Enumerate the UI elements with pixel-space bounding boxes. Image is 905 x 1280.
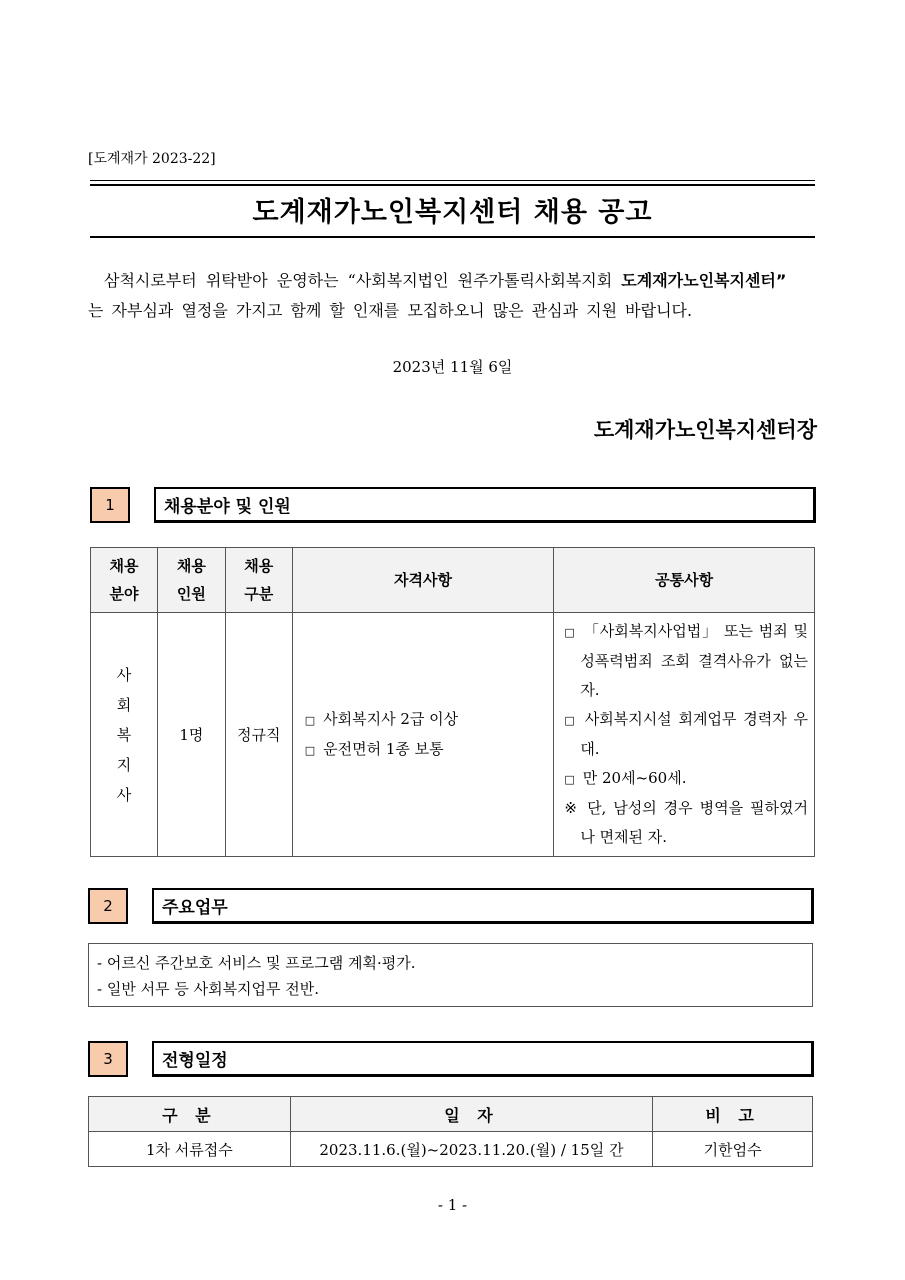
duty-item: - 일반 서무 등 사회복지업무 전반. — [97, 980, 320, 998]
duties-box — [88, 943, 813, 1007]
square-bullet-icon: □ — [304, 743, 316, 757]
cell-date: 2023.11.6.(월)~2023.11.20.(월) / 15일 간 — [290, 1132, 653, 1167]
cell-field: 사 회 복 지 사 — [91, 613, 158, 857]
header-field: 채용 분야 — [91, 548, 158, 613]
header-type: 채용 구분 — [225, 548, 292, 613]
square-bullet-icon: □ — [304, 713, 316, 727]
common-item-note: ※ 단, 남성의 경우 병역을 필하였거나 면제된 자. — [564, 799, 808, 846]
header-stage: 구 분 — [89, 1097, 291, 1132]
common-item: □ 「사회복지사업법」 또는 범죄 및 성폭력범죄 조회 결격사유가 없는 자. — [564, 622, 809, 699]
section-3-number: 3 — [88, 1041, 128, 1077]
section-3-title: 전형일정 — [152, 1041, 814, 1077]
header-count: 채용 인원 — [157, 548, 225, 613]
cell-stage: 1차 서류접수 — [89, 1132, 291, 1167]
table-row — [89, 1132, 813, 1167]
common-item: □ 사회복지시설 회계업무 경력자 우대. — [564, 710, 808, 758]
header-common: 공통사항 — [554, 548, 815, 613]
cell-qualifications — [292, 613, 554, 857]
page-title: 도계재가노인복지센터 채용 공고 — [252, 197, 653, 228]
section-2-number: 2 — [88, 888, 128, 924]
section-1-title: 채용분야 및 인원 — [154, 487, 816, 523]
cell-common-requirements — [554, 613, 815, 857]
page-number: - 1 - — [437, 1196, 468, 1214]
qualification-item: □ 사회복지사 2급 이상 — [304, 709, 459, 728]
cell-count: 1명 — [157, 613, 225, 857]
common-item: □ 만 20세~60세. — [564, 769, 687, 787]
intro-paragraph — [88, 266, 818, 326]
signer: 도계재가노인복지센터장 — [593, 418, 817, 442]
header-qualification: 자격사항 — [292, 548, 554, 613]
title-bottom-rule — [90, 236, 815, 238]
cell-type: 정규직 — [225, 613, 292, 857]
header-date: 일 자 — [290, 1097, 653, 1132]
intro-center-name: 도계재가노인복지센터” — [621, 271, 787, 290]
duty-item: - 어르신 주간보호 서비스 및 프로그램 계획·평가. — [97, 954, 416, 972]
cell-note: 기한엄수 — [653, 1132, 813, 1167]
intro-text-2: 는 자부심과 열정을 가지고 함께 할 인재를 모집하오니 많은 관심과 지원 바랍니다. — [88, 301, 693, 320]
table-row — [91, 613, 815, 857]
recruitment-table — [90, 547, 815, 857]
header-note: 비 고 — [653, 1097, 813, 1132]
document-number: [도계재가 2023-22] — [88, 151, 216, 167]
intro-text-1: 삼척시로부터 위탁받아 운영하는 “사회복지법인 원주가톨릭사회복지회 — [104, 271, 622, 290]
announcement-date: 2023년 11월 6일 — [392, 358, 513, 376]
title-top-rule — [90, 180, 815, 186]
section-1-number: 1 — [90, 487, 130, 523]
section-2-title: 주요업무 — [152, 888, 814, 924]
qualification-item: □ 운전면허 1종 보통 — [304, 739, 444, 758]
schedule-table — [88, 1096, 813, 1167]
table-header-row — [89, 1097, 813, 1132]
table-header-row — [91, 548, 815, 613]
